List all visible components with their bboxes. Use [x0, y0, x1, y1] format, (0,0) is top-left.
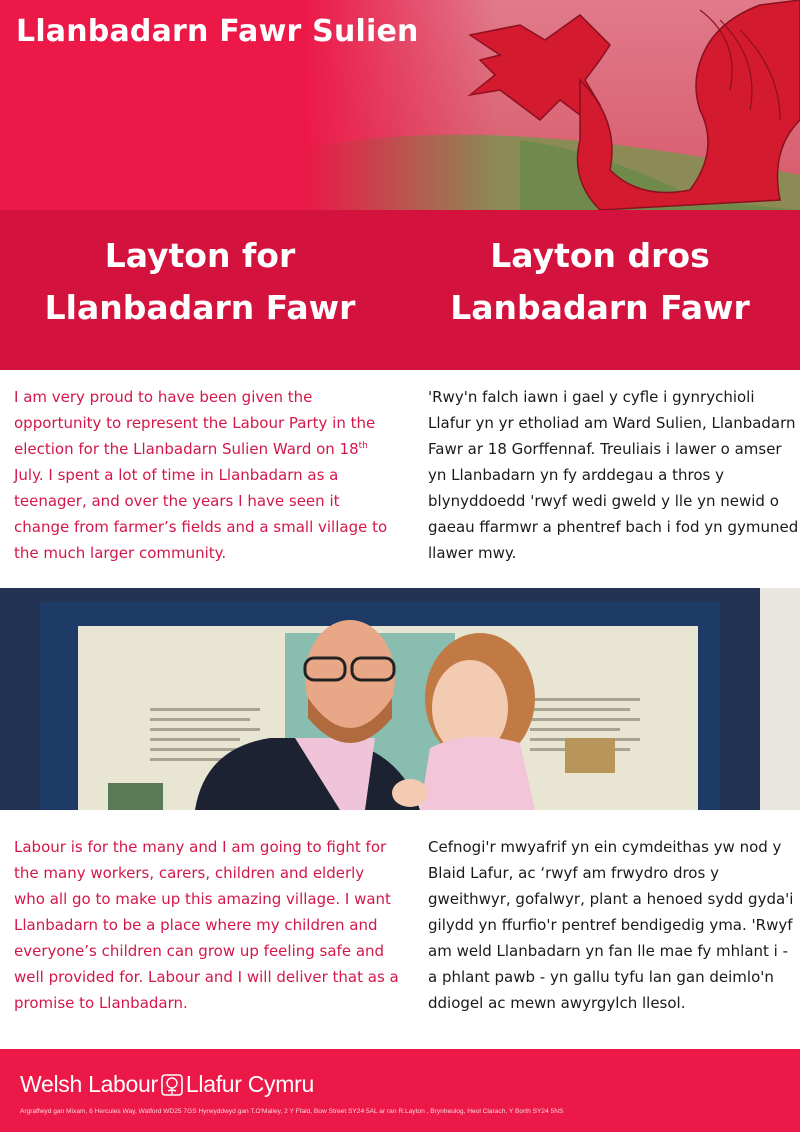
headline-welsh-line-2: Lanbadarn Fawr	[450, 288, 750, 327]
candidate-photo	[0, 588, 800, 810]
pledge-english-paragraph: Labour is for the many and I am going to fight for the many workers, carers, children and elderly who all go to make up this amazing village. I want Llanbadarn to be a place where my children and everyone’s children can grow up feeling safe and well provided for. Labour and I will deliver that as a promise to Llanbadarn.	[14, 838, 399, 1012]
welsh-labour-logo	[20, 1071, 314, 1098]
imprint-text: Argraffwyd gan Mixam, 6 Hercules Way, Watford WD25 7GS Hyrwyddwyd gan T.O'Malley, 2 Y Ffald, Bow Street SY24 5AL ar ran R.Layton , Brynheulog, Heol Clarach, Y Borth SY24 5NS	[20, 1108, 564, 1115]
ordinal-suffix: th	[358, 441, 368, 451]
pledge-welsh-paragraph: Cefnogi'r mwyafrif yn ein cymdeithas yw nod y Blaid Lafur, ac ‘rwyf am frwydro dros y gweithwyr, gofalwyr, plant a henoed sydd gyda'i gilydd yn ffurfio'r pentref bendigedig yma. 'Rwyf am weld Llanbadarn yn fan lle mae fy mhlant i - a phlant pawb - yn gallu tyfu lan gan deimlo'n ddiogel ac mewn awyrgylch llesol.	[428, 838, 794, 1012]
headline-welsh-line-1: Layton dros	[490, 236, 710, 275]
intro-english-paragraph	[14, 384, 399, 566]
intro-english-text: I am very proud to have been given the opportunity to represent the Labour Party in the election for the Llanbadarn Sulien Ward on 18	[14, 388, 376, 458]
page-title: Llanbadarn Fawr Sulien	[16, 14, 419, 49]
intro-english-text-cont: July. I spent a lot of time in Llanbadarn as a teenager, and over the years I have seen it change from farmer’s fields and a small village to the much larger community.	[14, 466, 388, 562]
headline-band	[0, 210, 800, 370]
headline-english-line-1: Layton for	[104, 236, 296, 275]
logo-text-english: Welsh Labour	[20, 1071, 158, 1097]
rose-icon	[161, 1074, 183, 1096]
headline-english-line-2: Llanbadarn Fawr	[44, 288, 356, 327]
intro-welsh-paragraph: 'Rwy'n falch iawn i gael y cyfle i gynrychioli Llafur yn yr etholiad am Ward Sulien, Llanbadarn Fawr ar 18 Gorffennaf. Treuliais i lawer o amser yn Llanbadarn yn fy arddegau a thros y blynyddoedd 'rwyf wedi gweld y lle yn newid o gaeau ffarmwr a phentref bach i fod yn gymuned llawer mwy.	[428, 388, 799, 562]
headline-welsh	[400, 230, 800, 334]
headline-english	[0, 230, 400, 334]
logo-text-welsh: Llafur Cymru	[185, 1071, 314, 1097]
footer	[0, 1049, 800, 1132]
candidate-photo-image	[0, 588, 800, 810]
header-banner	[0, 0, 800, 210]
